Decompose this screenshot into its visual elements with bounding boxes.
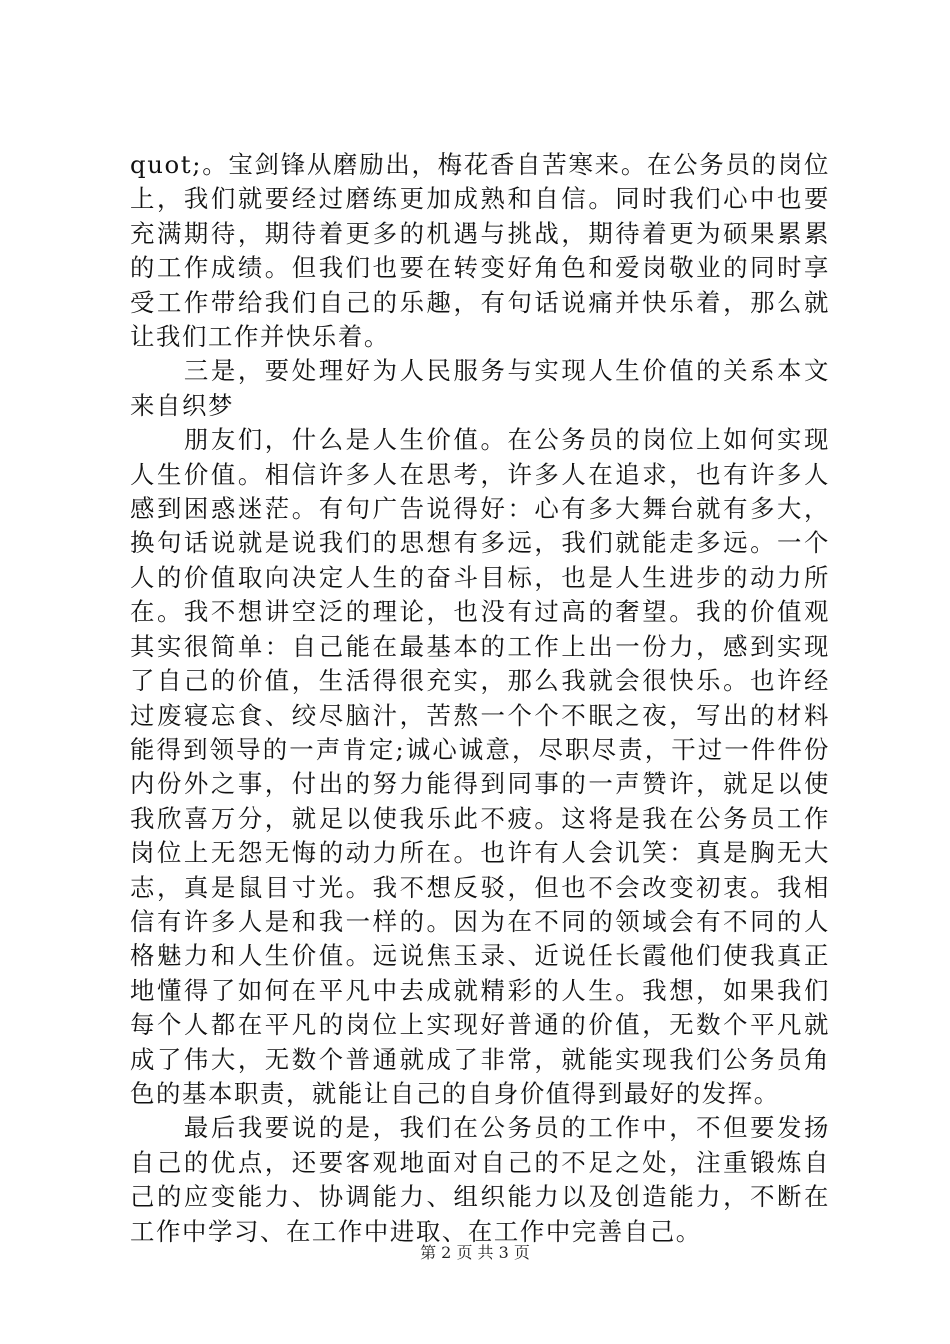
- document-body: [130, 148, 830, 1249]
- paragraph-conclusion: 最后我要说的是，我们在公务员的工作中，不但要发扬自己的优点，还要客观地面对自己的不足之处，注重锻炼自己的应变能力、协调能力、组织能力以及创造能力，不断在工作中学习、在工作中进取、在工作中完善自己。: [130, 1113, 830, 1246]
- paragraph-heading-three: 三是，要处理好为人民服务与实现人生价值的关系本文来自织梦: [130, 356, 830, 420]
- paragraph-continuation: quot;。宝剑锋从磨励出，梅花香自苦寒来。在公务员的岗位上，我们就要经过磨练更加成熟和自信。同时我们心中也要充满期待，期待着更多的机遇与挑战，期待着更为硕果累累的工作成绩。但我们也要在转变好角色和爱岗敬业的同时享受工作带给我们自己的乐趣，有句话说痛并快乐着，那么就让我们工作并快乐着。: [130, 150, 830, 352]
- page-number-footer: 第 2 页 共 3 页: [420, 1243, 530, 1262]
- paragraph-life-value: 朋友们，什么是人生价值。在公务员的岗位上如何实现人生价值。相信许多人在思考，许多人在追求，也有许多人感到困惑迷茫。有句广告说得好：心有多大舞台就有多大，换句话说就是说我们的思想有多远，我们就能走多远。一个人的价值取向决定人生的奋斗目标，也是人生进步的动力所在。我不想讲空泛的理论，也没有过高的奢望。我的价值观其实很简单：自己能在最基本的工作上出一份力，感到实现了自己的价值，生活得很充实，那么我就会很快乐。也许经过废寝忘食、绞尽脑汁，苦熬一个个不眠之夜，写出的材料能得到领导的一声肯定;诚心诚意，尽职尽责，干过一件件份内份外之事，付出的努力能得到同事的一声赞许，就足以使我欣喜万分，就足以使我乐此不疲。这将是我在公务员工作岗位上无怨无悔的动力所在。也许有人会讥笑：真是胸无大志，真是鼠目寸光。我不想反驳，但也不会改变初衷。我相信有许多人是和我一样的。因为在不同的领域会有不同的人格魅力和人生价值。远说焦玉录、近说任长霞他们使我真正地懂得了如何在平凡中去成就精彩的人生。我想，如果我们每个人都在平凡的岗位上实现好普通的价值，无数个平凡就成了伟大，无数个普通就成了非常，就能实现我们公务员角色的基本职责，就能让自己的自身价值得到最好的发挥。: [130, 425, 830, 1108]
